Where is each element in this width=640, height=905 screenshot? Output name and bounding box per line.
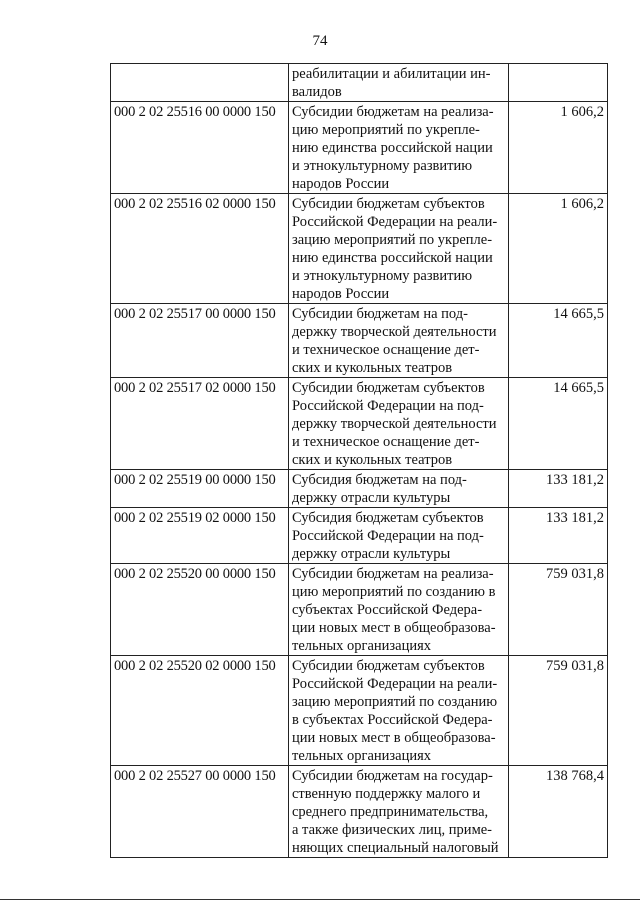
revenue-name-line: Субсидии бюджетам на государ- — [292, 768, 493, 784]
revenue-name-line: Субсидии бюджетам на реализа- — [292, 104, 494, 120]
revenue-name-line: Субсидии бюджетам субъектов — [292, 196, 485, 212]
classification-code-cell: 000 2 02 25527 00 0000 150 — [111, 766, 289, 858]
revenue-name-line: тельных организациях — [292, 638, 432, 654]
table-row — [111, 656, 608, 766]
revenue-name-cell — [289, 564, 509, 656]
revenue-name-cell — [289, 378, 509, 470]
revenue-name-line: ции новых мест в общеобразова- — [292, 730, 496, 746]
classification-code-cell: 000 2 02 25520 00 0000 150 — [111, 564, 289, 656]
table-row — [111, 508, 608, 564]
revenue-name-line: зацию мероприятий по укрепле- — [292, 232, 493, 248]
amount-cell: 14 665,5 — [509, 378, 608, 470]
amount-cell: 1 606,2 — [509, 102, 608, 194]
revenue-name-line: нию единства российской нации — [292, 250, 493, 266]
amount-cell — [509, 64, 608, 102]
table-row — [111, 470, 608, 508]
amount-cell: 138 768,4 — [509, 766, 608, 858]
amount-cell: 1 606,2 — [509, 194, 608, 304]
table-body — [111, 64, 608, 858]
revenue-name-line: реабилитации и абилитации ин- — [292, 66, 491, 82]
revenue-name-line: Субсидии бюджетам на под- — [292, 306, 468, 322]
revenue-name-line: народов России — [292, 286, 390, 302]
revenue-name-line: держку отрасли культуры — [292, 490, 451, 506]
page-number: 74 — [312, 33, 328, 49]
revenue-name-line: валидов — [292, 84, 342, 100]
revenue-name-line: и техническое оснащение дет- — [292, 434, 480, 450]
revenue-name-cell — [289, 470, 509, 508]
revenue-name-line: тельных организациях — [292, 748, 432, 764]
table-row — [111, 304, 608, 378]
budget-revenue-table — [110, 63, 608, 858]
classification-code-cell: 000 2 02 25517 00 0000 150 — [111, 304, 289, 378]
revenue-name-cell — [289, 194, 509, 304]
revenue-name-line: нию единства российской нации — [292, 140, 493, 156]
revenue-name-line: ции новых мест в общеобразова- — [292, 620, 496, 636]
revenue-name-line: Российской Федерации на реали- — [292, 676, 498, 692]
revenue-name-line: Российской Федерации на под- — [292, 528, 484, 544]
revenue-name-line: Российской Федерации на реали- — [292, 214, 498, 230]
revenue-name-line: Субсидии бюджетам субъектов — [292, 658, 485, 674]
classification-code-cell: 000 2 02 25516 02 0000 150 — [111, 194, 289, 304]
table-row — [111, 64, 608, 102]
revenue-name-line: держку творческой деятельности — [292, 416, 497, 432]
revenue-name-line: держку творческой деятельности — [292, 324, 497, 340]
revenue-name-line: Субсидии бюджетам на реализа- — [292, 566, 494, 582]
revenue-name-line: Субсидия бюджетам на под- — [292, 472, 467, 488]
table-row — [111, 194, 608, 304]
revenue-name-line: народов России — [292, 176, 390, 192]
revenue-name-line: Субсидия бюджетам субъектов — [292, 510, 484, 526]
amount-cell: 14 665,5 — [509, 304, 608, 378]
table-row — [111, 766, 608, 858]
amount-cell: 759 031,8 — [509, 564, 608, 656]
revenue-name-line: Субсидии бюджетам субъектов — [292, 380, 485, 396]
classification-code-cell: 000 2 02 25516 00 0000 150 — [111, 102, 289, 194]
amount-cell: 759 031,8 — [509, 656, 608, 766]
revenue-name-line: цию мероприятий по укрепле- — [292, 122, 480, 138]
revenue-name-line: и техническое оснащение дет- — [292, 342, 480, 358]
revenue-name-line: ственную поддержку малого и — [292, 786, 481, 802]
revenue-name-line: няющих специальный налоговый — [292, 840, 499, 856]
classification-code-cell: 000 2 02 25520 02 0000 150 — [111, 656, 289, 766]
classification-code-cell: 000 2 02 25517 02 0000 150 — [111, 378, 289, 470]
revenue-name-cell — [289, 102, 509, 194]
revenue-name-line: в субъектах Российской Федера- — [292, 712, 493, 728]
amount-cell: 133 181,2 — [509, 470, 608, 508]
revenue-name-line: цию мероприятий по созданию в — [292, 584, 496, 600]
table-row — [111, 102, 608, 194]
classification-code-cell — [111, 64, 289, 102]
revenue-name-cell — [289, 766, 509, 858]
revenue-name-cell — [289, 64, 509, 102]
revenue-name-line: зацию мероприятий по созданию — [292, 694, 498, 710]
revenue-name-line: и этнокультурному развитию — [292, 158, 473, 174]
table-row — [111, 378, 608, 470]
revenue-name-line: и этнокультурному развитию — [292, 268, 473, 284]
revenue-name-line: субъектах Российской Федера- — [292, 602, 483, 618]
amount-cell: 133 181,2 — [509, 508, 608, 564]
bottom-divider — [0, 899, 640, 900]
revenue-name-line: а также физических лиц, приме- — [292, 822, 493, 838]
revenue-name-cell — [289, 656, 509, 766]
revenue-name-cell — [289, 508, 509, 564]
revenue-name-cell — [289, 304, 509, 378]
classification-code-cell: 000 2 02 25519 02 0000 150 — [111, 508, 289, 564]
revenue-name-line: ских и кукольных театров — [292, 452, 453, 468]
table-row — [111, 564, 608, 656]
classification-code-cell: 000 2 02 25519 00 0000 150 — [111, 470, 289, 508]
revenue-name-line: держку отрасли культуры — [292, 546, 451, 562]
revenue-name-line: ских и кукольных театров — [292, 360, 453, 376]
revenue-name-line: Российской Федерации на под- — [292, 398, 484, 414]
revenue-name-line: среднего предпринимательства, — [292, 804, 489, 820]
